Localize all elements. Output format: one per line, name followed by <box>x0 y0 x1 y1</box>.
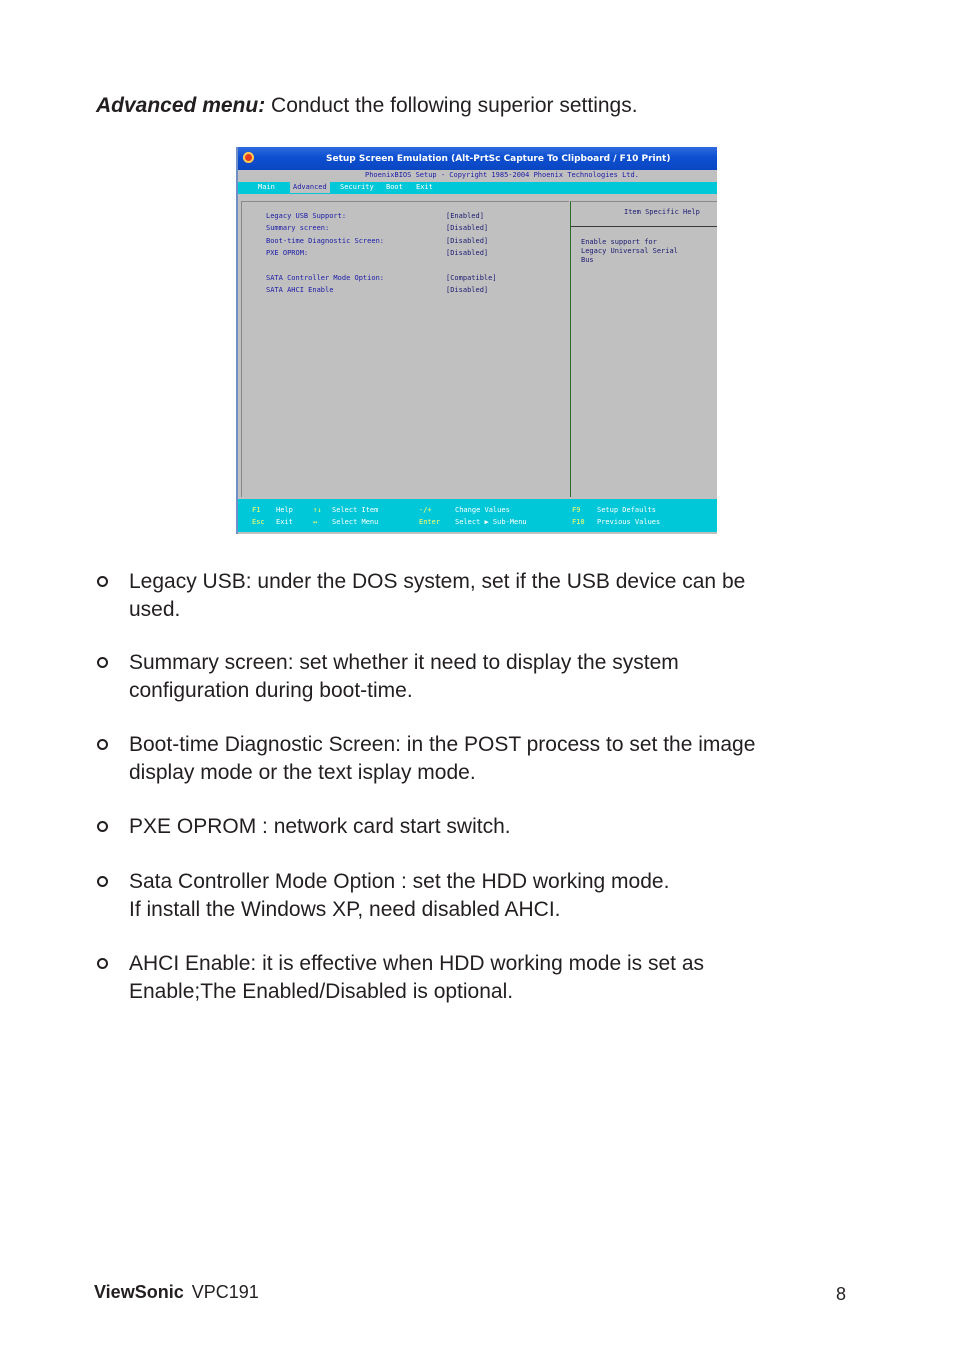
key-minus-plus: -/+ <box>419 506 432 514</box>
key-setup-defaults-desc: Setup Defaults <box>597 506 657 514</box>
footer-model: VPC191 <box>191 1282 259 1302</box>
list-item-line: Enable;The Enabled/Disabled is optional. <box>129 979 514 1003</box>
bios-setting-row[interactable] <box>242 238 569 248</box>
key-updown-arrows: ↑↓ <box>313 506 322 514</box>
key-enter: Enter <box>419 518 441 526</box>
list-item-line: Summary screen: set whether it need to display the system <box>129 651 679 674</box>
key-sub-menu-desc: Select ▶ Sub-Menu <box>455 518 527 526</box>
page-footer <box>94 1282 259 1303</box>
bios-setting-label: SATA Controller Mode Option: <box>266 274 385 282</box>
list-item-line: Legacy USB: under the DOS system, set if the USB device can be <box>129 570 746 593</box>
circle-bullet-icon <box>97 821 108 832</box>
section-heading <box>96 94 638 118</box>
bios-menu-security[interactable]: Security <box>340 183 374 191</box>
key-select-item-desc: Select Item <box>332 506 379 514</box>
key-f9: F9 <box>572 506 581 514</box>
bios-setting-value[interactable]: [Disabled] <box>446 224 489 232</box>
bios-setting-label: Summary screen: <box>266 224 330 232</box>
bios-setting-label: Boot-time Diagnostic Screen: <box>266 237 385 245</box>
key-previous-values-desc: Previous Values <box>597 518 661 526</box>
bios-setting-row[interactable] <box>242 250 569 260</box>
circle-bullet-icon <box>97 576 108 587</box>
bios-menu-advanced[interactable]: Advanced <box>290 182 330 193</box>
key-esc: Esc <box>252 518 265 526</box>
list-item-line: Boot-time Diagnostic Screen: in the POST process to set the image <box>129 733 756 756</box>
bios-setting-value[interactable]: [Disabled] <box>446 237 489 245</box>
bios-setting-row[interactable] <box>242 225 569 235</box>
key-select-menu-desc: Select Menu <box>332 518 379 526</box>
bios-help-text <box>581 238 678 265</box>
bios-help-panel <box>570 201 717 497</box>
key-change-values-desc: Change Values <box>455 506 510 514</box>
key-f1: F1 <box>252 506 261 514</box>
bios-settings-panel <box>241 201 569 497</box>
bios-help-line: Legacy Universal Serial <box>581 247 678 255</box>
bios-screenshot <box>236 147 717 534</box>
bios-menu-boot[interactable]: Boot <box>386 183 403 191</box>
bios-help-line: Enable support for <box>581 238 657 246</box>
list-item-line: AHCI Enable: it is effective when HDD working mode is set as <box>129 952 705 975</box>
bios-setting-label: Legacy USB Support: <box>266 212 347 220</box>
list-item-line: configuration during boot-time. <box>129 678 413 702</box>
bios-setting-row[interactable] <box>242 287 569 297</box>
bios-help-title: Item Specific Help <box>624 208 700 216</box>
bios-help-line: Bus <box>581 256 594 264</box>
bios-menu-exit[interactable]: Exit <box>416 183 433 191</box>
page-number: 8 <box>836 1284 847 1304</box>
list-item-line: Sata Controller Mode Option : set the HDD working mode. <box>129 870 670 893</box>
bios-setting-row[interactable] <box>242 213 569 223</box>
list-item-line: display mode or the text isplay mode. <box>129 760 476 784</box>
footer-brand: ViewSonic <box>94 1282 184 1302</box>
bios-setting-value[interactable]: [Compatible] <box>446 274 497 282</box>
key-f10: F10 <box>572 518 585 526</box>
bios-menubar <box>238 182 717 194</box>
circle-bullet-icon <box>97 657 108 668</box>
list-item-line: PXE OPROM : network card start switch. <box>129 815 511 838</box>
bios-setting-value[interactable]: [Disabled] <box>446 249 489 257</box>
key-leftright-arrows: ↔ <box>313 518 318 526</box>
circle-bullet-icon <box>97 958 108 969</box>
list-item-line: If install the Windows XP, need disabled AHCI. <box>129 897 561 921</box>
bios-titlebar <box>238 147 717 170</box>
key-help-desc: Help <box>276 506 293 514</box>
bios-menu-main[interactable]: Main <box>258 183 275 191</box>
bios-setting-label: PXE OPROM: <box>266 249 309 257</box>
bios-setting-value[interactable]: [Disabled] <box>446 286 489 294</box>
circle-bullet-icon <box>97 739 108 750</box>
bios-title: Setup Screen Emulation (Alt-PrtSc Capture To Clipboard / F10 Print) <box>326 154 671 164</box>
list-item-line: used. <box>129 597 181 621</box>
bios-setting-value[interactable]: [Enabled] <box>446 212 484 220</box>
section-heading-bold: Advanced menu: <box>96 94 266 117</box>
app-icon <box>243 152 254 163</box>
bios-copyright: PhoenixBIOS Setup - Copyright 1985-2004 Phoenix Technologies Ltd. <box>365 171 639 179</box>
key-exit-desc: Exit <box>276 518 293 526</box>
circle-bullet-icon <box>97 876 108 887</box>
section-heading-text: Conduct the following superior settings. <box>265 94 638 117</box>
bios-help-header <box>571 202 717 227</box>
bios-setting-label: SATA AHCI Enable <box>266 286 334 294</box>
bios-setting-row[interactable] <box>242 275 569 285</box>
bios-key-legend <box>238 499 717 532</box>
bios-copyright-bar <box>238 170 717 182</box>
